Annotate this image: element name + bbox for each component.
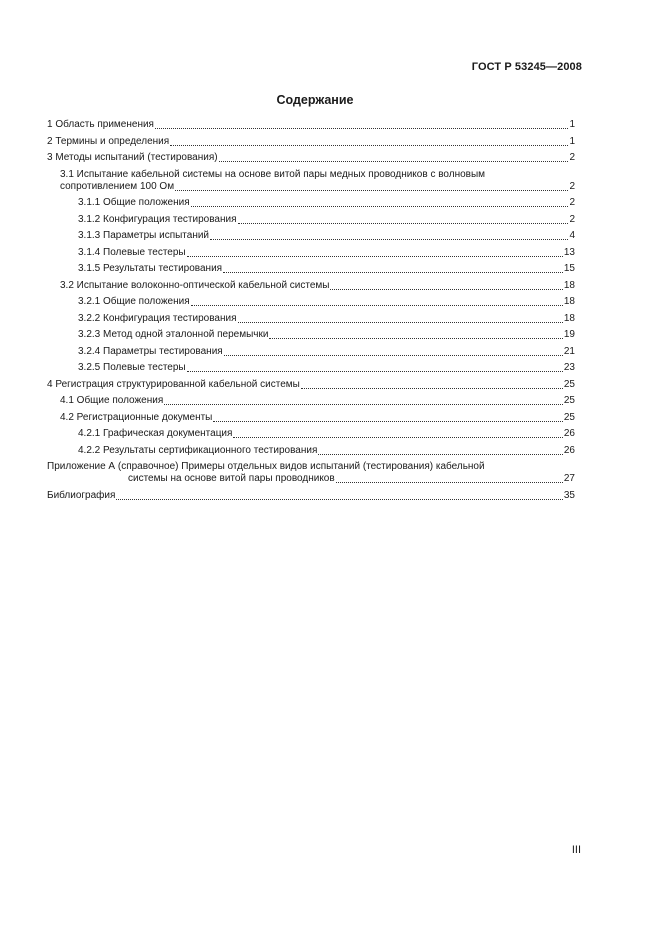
toc-entry-page: 25 bbox=[563, 378, 575, 390]
document-code: ГОСТ Р 53245—2008 bbox=[471, 61, 582, 73]
toc-entry-label: 3.2.5 Полевые тестеры bbox=[78, 362, 186, 373]
toc-entry-label: 3.1.5 Результаты тестирования bbox=[78, 263, 223, 274]
dot-leader bbox=[233, 428, 562, 438]
toc-entry-label: 3.2.3 Метод одной эталонной перемычки bbox=[78, 329, 269, 340]
toc-entry-page: 2 bbox=[569, 152, 575, 163]
toc-title: Содержание bbox=[276, 93, 354, 107]
dot-leader bbox=[175, 181, 568, 191]
toc-entry[interactable] bbox=[47, 362, 575, 379]
toc-entry-page: 4 bbox=[569, 230, 575, 241]
toc-entry-page: 35 bbox=[563, 489, 575, 501]
toc-entry-label: 3.2.2 Конфигурация тестирования bbox=[78, 312, 237, 324]
toc-entry-label: 3.1.4 Полевые тестеры bbox=[78, 246, 186, 258]
toc-entry[interactable] bbox=[47, 169, 575, 198]
toc-entry[interactable] bbox=[47, 346, 575, 363]
dot-leader bbox=[155, 119, 568, 129]
toc-entry-page: 23 bbox=[563, 362, 575, 373]
dot-leader bbox=[219, 152, 569, 162]
toc-entry[interactable] bbox=[47, 230, 575, 247]
dot-leader bbox=[223, 263, 563, 273]
toc-entry-label: 3.2.1 Общие положения bbox=[78, 296, 190, 307]
dot-leader bbox=[238, 214, 569, 224]
toc-entry-label: 1 Область применения bbox=[47, 119, 154, 130]
toc-entry[interactable] bbox=[47, 445, 575, 462]
toc-entry[interactable] bbox=[47, 461, 575, 490]
toc-entry-page: 26 bbox=[563, 428, 575, 439]
toc-entry-page: 15 bbox=[563, 263, 575, 274]
dot-leader bbox=[187, 247, 563, 257]
toc-entry-page: 2 bbox=[569, 213, 575, 225]
toc-entry-label-line2: сопротивлением 100 Ом bbox=[60, 180, 175, 192]
toc-entry-label: Библиография bbox=[47, 489, 116, 501]
toc-entry[interactable] bbox=[47, 136, 575, 153]
toc-entry[interactable] bbox=[47, 280, 575, 297]
toc-entry[interactable] bbox=[47, 214, 575, 231]
toc-entry-page: 2 bbox=[569, 197, 575, 208]
toc-entry[interactable] bbox=[47, 119, 575, 136]
toc-entry-label: 4.2.1 Графическая документация bbox=[78, 428, 233, 439]
toc-entry-label: 3.1.2 Конфигурация тестирования bbox=[78, 213, 237, 225]
toc-entry[interactable] bbox=[47, 490, 575, 507]
toc-entry-page: 25 bbox=[563, 395, 575, 406]
toc-entry-label: 3.2.4 Параметры тестирования bbox=[78, 345, 223, 357]
toc-entry-page: 27 bbox=[563, 473, 575, 484]
dot-leader bbox=[116, 490, 562, 500]
toc-entry-page: 26 bbox=[563, 444, 575, 456]
toc-entry-label-line1: 3.1 Испытание кабельной системы на основе витой пары медных проводников с волновым bbox=[60, 168, 486, 180]
toc-entry-page: 1 bbox=[569, 135, 575, 147]
dot-leader bbox=[330, 280, 562, 290]
toc-entry[interactable] bbox=[47, 313, 575, 330]
dot-leader bbox=[224, 346, 563, 356]
toc-entry-page: 18 bbox=[563, 279, 575, 291]
toc-entry-page: 2 bbox=[569, 180, 575, 192]
toc-entry-label: 4.2.2 Результаты сертификационного тестирования bbox=[78, 444, 318, 456]
dot-leader bbox=[187, 362, 563, 372]
dot-leader bbox=[210, 230, 568, 240]
toc-entry-page: 25 bbox=[563, 411, 575, 423]
toc-entry-label: 4 Регистрация структурированной кабельной системы bbox=[47, 378, 300, 390]
toc-entry[interactable] bbox=[47, 152, 575, 169]
toc-entry[interactable] bbox=[47, 395, 575, 412]
toc-entry[interactable] bbox=[47, 412, 575, 429]
toc-entry-page: 21 bbox=[563, 345, 575, 357]
dot-leader bbox=[191, 296, 563, 306]
page-number: III bbox=[571, 844, 581, 856]
toc-entry-label: 4.1 Общие положения bbox=[60, 395, 164, 406]
toc-entry-label: 3.1.1 Общие положения bbox=[78, 197, 190, 208]
toc-entry[interactable] bbox=[47, 197, 575, 214]
toc-entry[interactable] bbox=[47, 428, 575, 445]
toc-entry-label-line2: системы на основе витой пары проводников bbox=[128, 473, 335, 484]
table-of-contents bbox=[47, 119, 575, 506]
dot-leader bbox=[170, 136, 568, 146]
dot-leader bbox=[269, 329, 562, 339]
dot-leader bbox=[164, 395, 563, 405]
dot-leader bbox=[318, 445, 563, 455]
dot-leader bbox=[238, 313, 563, 323]
toc-entry-label: 2 Термины и определения bbox=[47, 135, 170, 147]
dot-leader bbox=[191, 197, 569, 207]
toc-entry[interactable] bbox=[47, 263, 575, 280]
toc-entry-page: 18 bbox=[563, 296, 575, 307]
toc-entry-page: 13 bbox=[563, 246, 575, 258]
toc-entry-label-line1: Приложение А (справочное) Примеры отдельных видов испытаний (тестирования) кабельной bbox=[47, 461, 485, 472]
toc-entry-label: 4.2 Регистрационные документы bbox=[60, 411, 213, 423]
toc-entry-label: 3.1.3 Параметры испытаний bbox=[78, 230, 210, 241]
toc-entry-label: 3 Методы испытаний (тестирования) bbox=[47, 152, 218, 163]
dot-leader bbox=[301, 379, 563, 389]
toc-entry-page: 1 bbox=[569, 119, 575, 130]
toc-entry-label: 3.2 Испытание волоконно-оптической кабельной системы bbox=[60, 279, 330, 291]
toc-entry[interactable] bbox=[47, 329, 575, 346]
dot-leader bbox=[336, 473, 563, 483]
toc-entry[interactable] bbox=[47, 379, 575, 396]
toc-entry-page: 18 bbox=[563, 312, 575, 324]
toc-entry-page: 19 bbox=[563, 329, 575, 340]
toc-entry[interactable] bbox=[47, 247, 575, 264]
dot-leader bbox=[213, 412, 563, 422]
toc-entry[interactable] bbox=[47, 296, 575, 313]
